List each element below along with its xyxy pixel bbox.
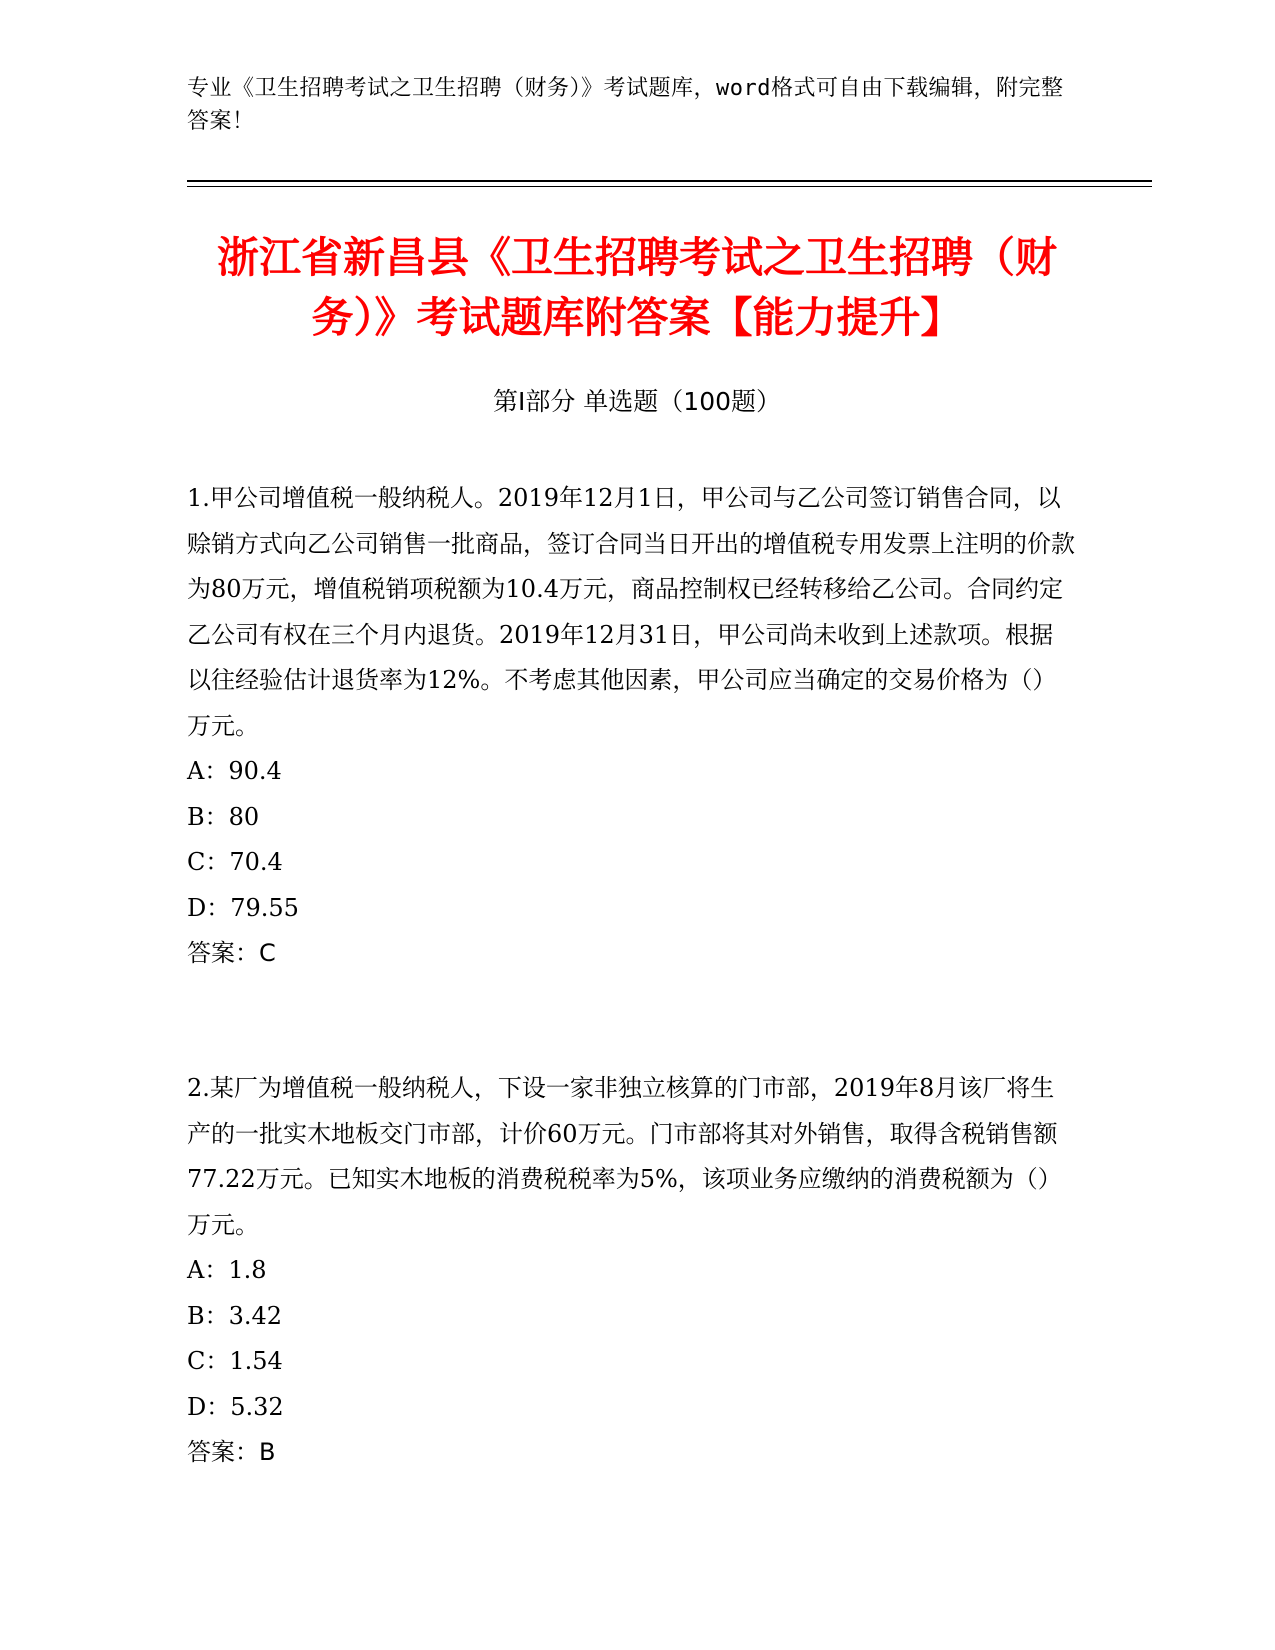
section-title: 第Ⅰ部分 单选题（100题） (492, 387, 782, 416)
answer: 答案：B (187, 1438, 276, 1466)
answer: 答案：C (187, 939, 276, 967)
option-b: B：80 (187, 802, 260, 831)
header-divider-thin (187, 186, 1152, 187)
question-1 (187, 476, 1077, 977)
header-divider-thick (187, 180, 1152, 182)
header-note: 专业《卫生招聘考试之卫生招聘（财务）》考试题库，word格式可自由下载编辑，附完整答案！ (187, 76, 1064, 134)
option-d: D：5.32 (187, 1392, 284, 1421)
question-stem: 1.甲公司增值税一般纳税人。2019年12月1日，甲公司与乙公司签订销售合同，以赊销方式向乙公司销售一批商品，签订合同当日开出的增值税专用发票上注明的价款为80万元，增值税销项税额为10.4万元，商品控制权已经转移给乙公司。合同约定乙公司有权在三个月内退货。2019年12月31日，甲公司尚未收到上述款项。根据以往经验估计退货率为12%。不考虑其他因素，甲公司应当确定的交易价格为（）万元。 (187, 484, 1075, 740)
option-c: C：1.54 (187, 1347, 283, 1375)
option-a: A：1.8 (187, 1256, 267, 1284)
option-c: C：70.4 (187, 848, 283, 876)
option-a: A：90.4 (187, 757, 282, 785)
question-stem: 2.某厂为增值税一般纳税人，下设一家非独立核算的门市部，2019年8月该厂将生产的一批实木地板交门市部，计价60万元。门市部将其对外销售，取得含税销售额77.22万元。已知实木地板的消费税税率为5%，该项业务应缴纳的消费税额为（）万元。 (187, 1074, 1062, 1239)
option-d: D：79.55 (187, 893, 299, 922)
document-title: 浙江省新昌县《卫生招聘考试之卫生招聘（财务）》考试题库附答案【能力提升】 (216, 233, 1057, 342)
option-b: B：3.42 (187, 1301, 283, 1330)
question-2 (187, 1066, 1077, 1476)
